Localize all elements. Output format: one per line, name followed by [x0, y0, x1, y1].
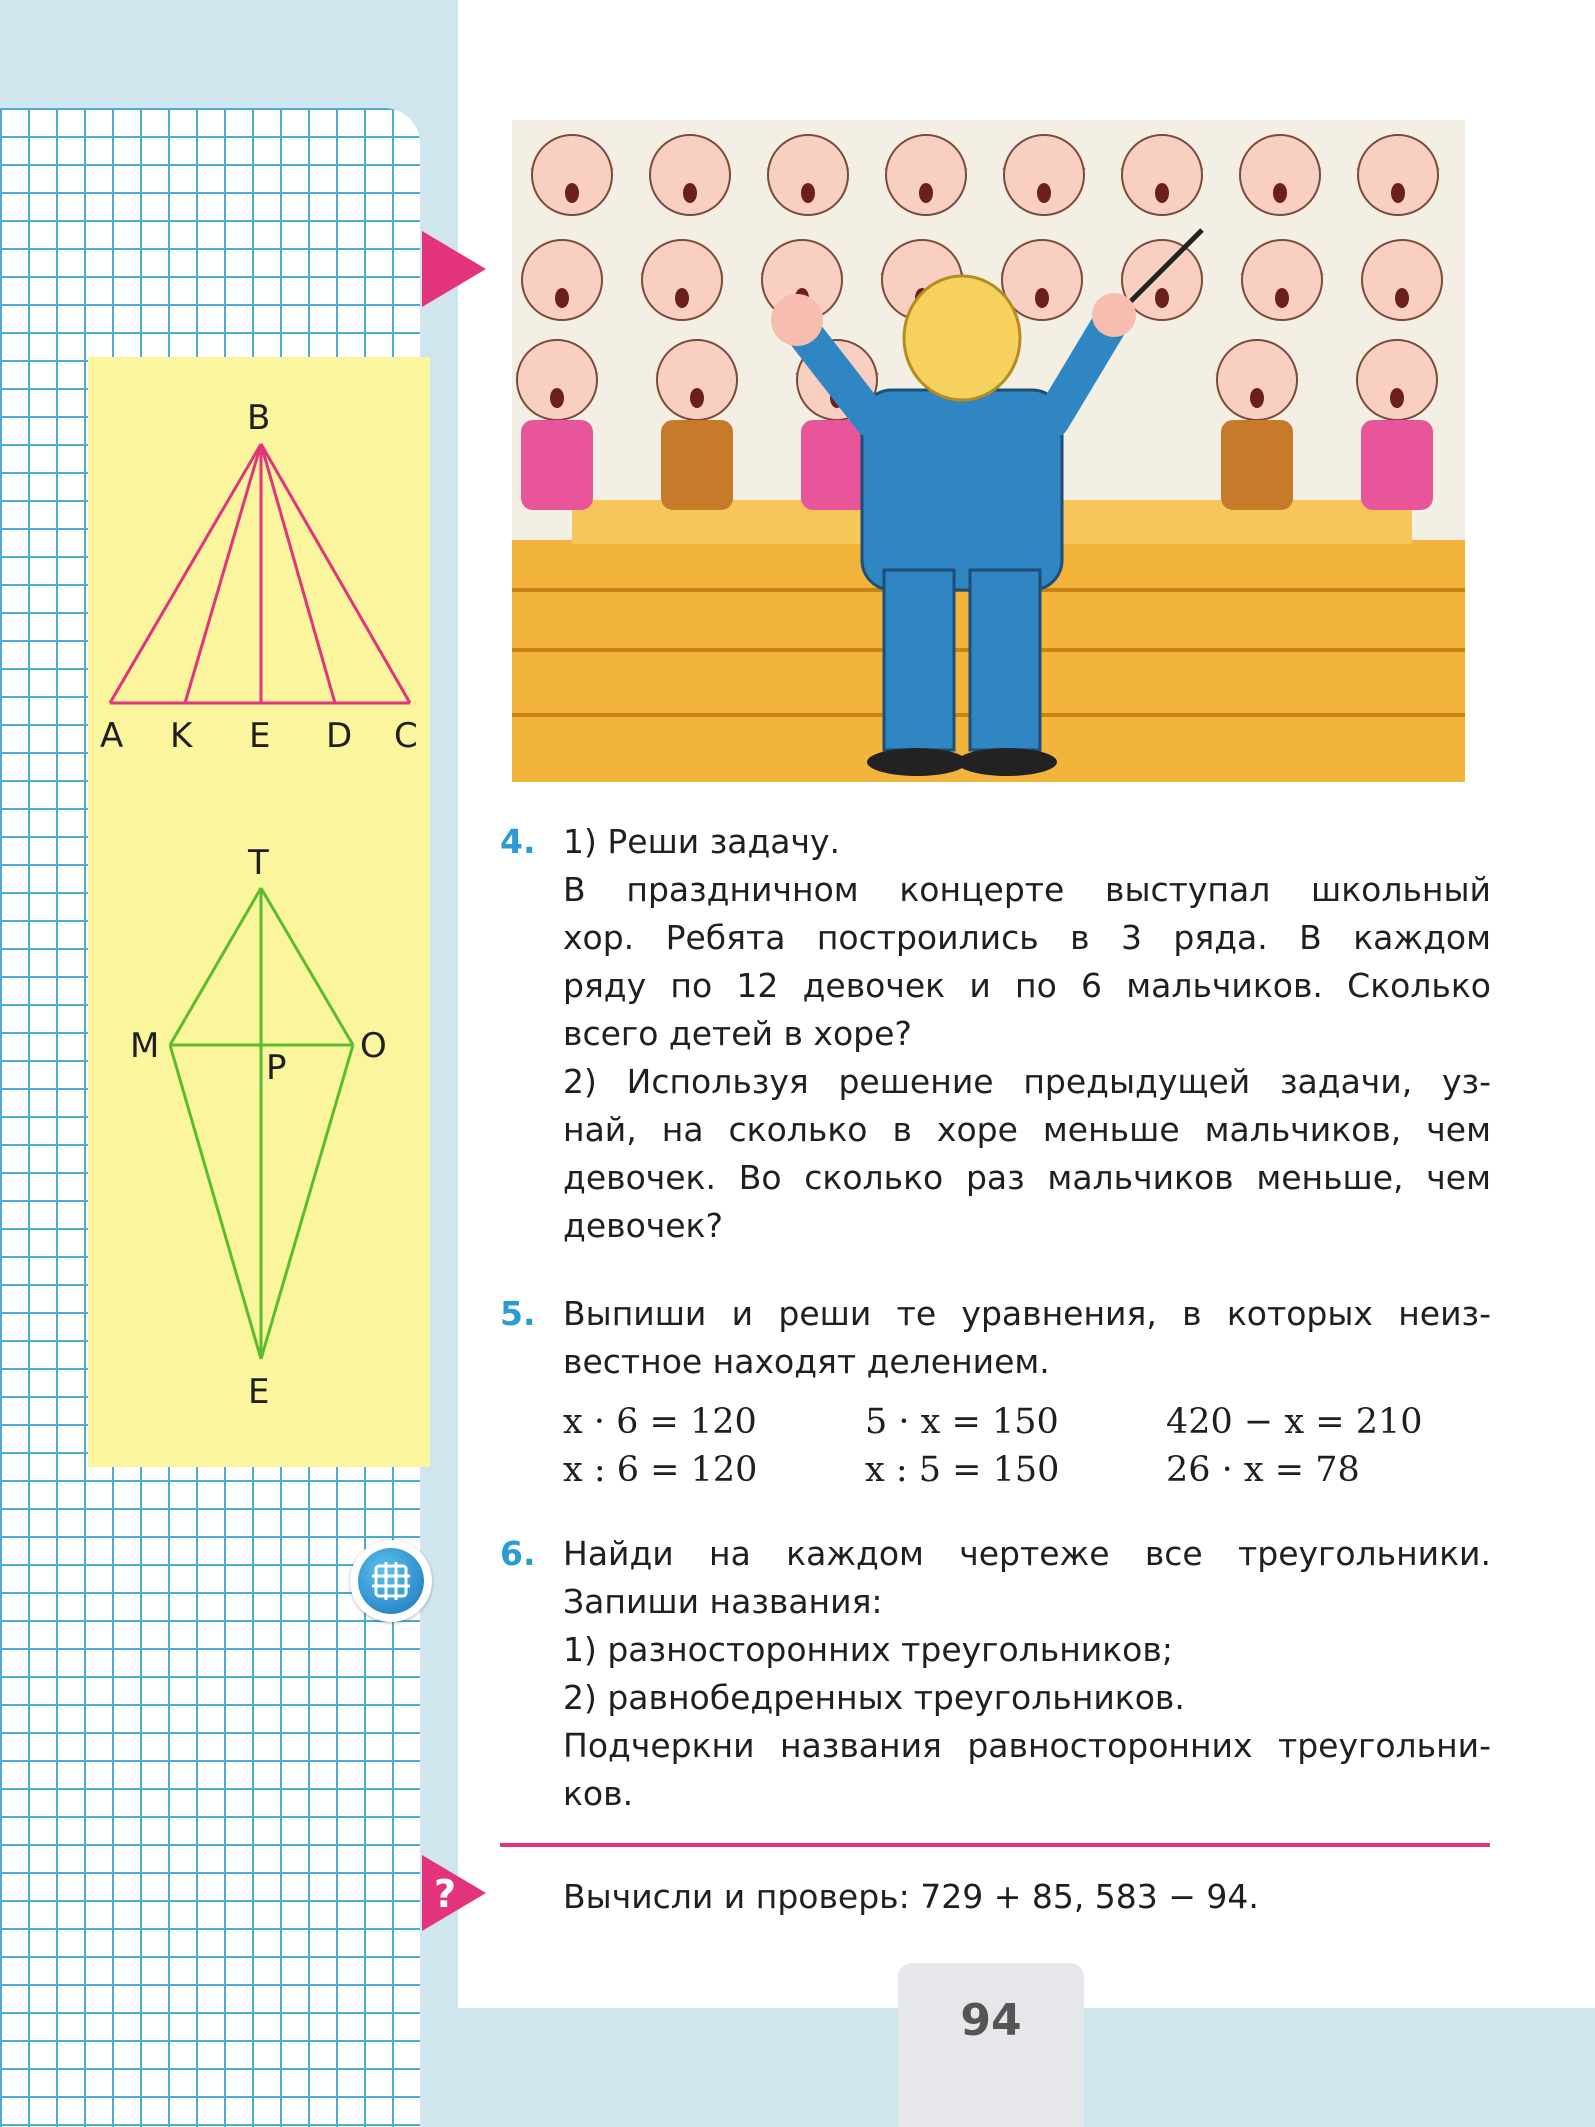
segment-oe [261, 1045, 353, 1359]
task-5-line: вестное находят делением. [563, 1342, 1050, 1381]
segment-bd [261, 444, 335, 703]
child-mouth [1395, 288, 1409, 308]
task-5 [500, 1290, 1500, 1386]
task-5-line: Выпиши и реши те уравнения, в которых неиз- [563, 1294, 1491, 1333]
child-body [661, 420, 733, 510]
child-mouth [801, 183, 815, 203]
child-body [521, 420, 593, 510]
choir-drawing [512, 120, 1465, 782]
vertex-label-b: B [247, 398, 271, 438]
segment-bk [185, 444, 261, 703]
child-mouth [1155, 288, 1169, 308]
vertex-label-t: T [248, 843, 269, 883]
task-4-line: ряду по 12 девочек и по 6 мальчиков. Сколько [563, 966, 1491, 1005]
child-mouth [1155, 183, 1169, 203]
child-mouth [690, 388, 704, 408]
vertex-label-c: C [394, 716, 418, 756]
vertex-label-m: M [130, 1026, 160, 1066]
child-mouth [565, 183, 579, 203]
task-number-5: 5. [500, 1294, 536, 1333]
grid-button[interactable] [350, 1540, 432, 1622]
vertex-label-e: E [249, 716, 271, 756]
task-6-line: ков. [563, 1774, 634, 1813]
child-body [1361, 420, 1433, 510]
pointer-marker [422, 231, 486, 307]
child-mouth [1037, 183, 1051, 203]
vertex-label-k: K [170, 716, 193, 756]
figure-card [88, 357, 430, 1467]
segment-me [170, 1045, 261, 1359]
child-mouth [1391, 183, 1405, 203]
child-mouth [919, 183, 933, 203]
segment-bc [261, 444, 410, 703]
equation: x : 6 = 120 [563, 1450, 758, 1490]
question-mark-icon: ? [433, 1872, 457, 1916]
divider-rule [500, 1843, 1490, 1847]
equation: 26 · x = 78 [1166, 1450, 1360, 1490]
child-mouth [555, 288, 569, 308]
kite-figure [170, 888, 353, 1359]
task-6-line: Подчеркни названия равносторонних треугольни- [563, 1726, 1491, 1765]
segment-to [261, 888, 353, 1045]
task-number-4: 4. [500, 822, 536, 861]
task-4-line: 1) Реши задачу. [563, 822, 841, 861]
task-4-line: В праздничном концерте выступал школьный [563, 870, 1491, 909]
child-mouth [1035, 288, 1049, 308]
vertex-label-d: D [326, 716, 353, 756]
equation: x : 5 = 150 [865, 1450, 1060, 1490]
vertex-label-p: P [266, 1048, 287, 1088]
segment-tm [170, 888, 261, 1045]
choir-illustration [512, 120, 1465, 782]
vertex-label-e2: E [248, 1372, 270, 1412]
child-mouth [1250, 388, 1264, 408]
equation: 420 − x = 210 [1166, 1402, 1423, 1442]
geometry-figures [88, 357, 430, 1467]
child-mouth [1390, 388, 1404, 408]
task-4-line: хор. Ребята построились в 3 ряда. В каждом [563, 918, 1491, 957]
vertex-label-a: A [100, 716, 124, 756]
task-number-6: 6. [500, 1534, 536, 1573]
task-4-line: девочек. Во сколько раз мальчиков меньше, чем [563, 1158, 1491, 1197]
child-body [1221, 420, 1293, 510]
child-mouth [675, 288, 689, 308]
task-6-body [563, 1530, 1491, 1818]
task-4-line: най, на сколько в хоре меньше мальчиков, чем [563, 1110, 1491, 1149]
triangle-figure [110, 444, 410, 703]
child-mouth [1275, 288, 1289, 308]
task-6-line: Найди на каждом чертеже все треугольники. [563, 1534, 1491, 1573]
check-exercise: Вычисли и проверь: 729 + 85, 583 − 94. [563, 1877, 1259, 1916]
equation: 5 · x = 150 [865, 1402, 1059, 1442]
task-4-body [563, 818, 1491, 1250]
task-6-line: Запиши названия: [563, 1582, 883, 1621]
task-4-line: девочек? [563, 1206, 724, 1245]
task-4-line: всего детей в хоре? [563, 1014, 912, 1053]
equation: x · 6 = 120 [563, 1402, 757, 1442]
page-number: 94 [960, 1995, 1022, 2046]
task-4 [500, 818, 1500, 1250]
segment-ba [110, 444, 261, 703]
vertex-label-o: O [360, 1026, 387, 1066]
grid-icon [358, 1548, 424, 1614]
task-6 [500, 1530, 1500, 1818]
child-mouth [550, 388, 564, 408]
task-5-body [563, 1290, 1491, 1386]
task-6-line: 2) равнобедренных треугольников. [563, 1678, 1185, 1717]
task-6-line: 1) разносторонних треугольников; [563, 1630, 1173, 1669]
child-mouth [683, 183, 697, 203]
child-mouth [1273, 183, 1287, 203]
task-4-line: 2) Используя решение предыдущей задачи, уз- [563, 1062, 1491, 1101]
